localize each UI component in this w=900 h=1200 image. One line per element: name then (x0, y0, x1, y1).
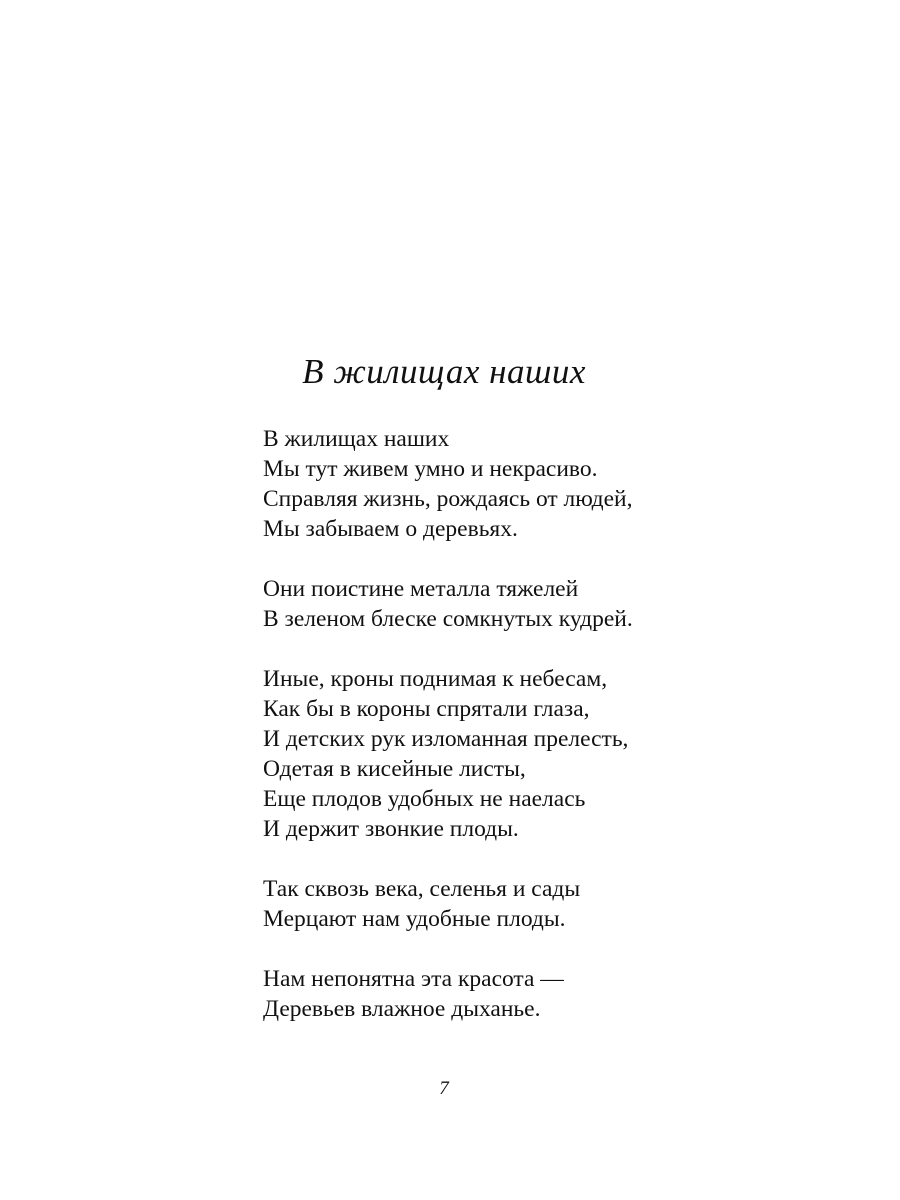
stanza-1 (263, 424, 863, 544)
stanza-5 (263, 964, 863, 1024)
stanza-3 (263, 664, 863, 844)
poem-line: И держит звонкие плоды. (263, 816, 519, 842)
poem-line: Справляя жизнь, рождаясь от людей, (263, 486, 633, 512)
poem-line: Как бы в короны спрятали глаза, (263, 696, 590, 722)
poem-line: Нам непонятна эта красота — (263, 966, 564, 992)
stanza-4 (263, 874, 863, 934)
poem-line: Одетая в кисейные листы, (263, 756, 526, 782)
poem-line: Иные, кроны поднимая к небесам, (263, 666, 608, 692)
poem-line: Так сквозь века, селенья и сады (263, 876, 581, 902)
poem-body (263, 424, 863, 1054)
poem-line: Они поистине металла тяжелей (263, 576, 579, 602)
page-number: 7 (439, 1078, 449, 1099)
poem-line: И детских рук изломанная прелесть, (263, 726, 629, 752)
poem-line: Мы забываем о деревьях. (263, 516, 518, 542)
poem-line: Еще плодов удобных не наелась (263, 786, 586, 812)
stanza-2 (263, 574, 863, 634)
poem-line: Мерцают нам удобные плоды. (263, 906, 566, 932)
poem-line: В зеленом блеске сомкнутых кудрей. (263, 606, 633, 632)
poem-line: Деревьев влажное дыханье. (263, 996, 541, 1022)
poem-line: В жилищах наших (263, 426, 450, 452)
poem-title: В жилищах наших (302, 352, 586, 391)
poem-line: Мы тут живем умно и некрасиво. (263, 456, 598, 482)
